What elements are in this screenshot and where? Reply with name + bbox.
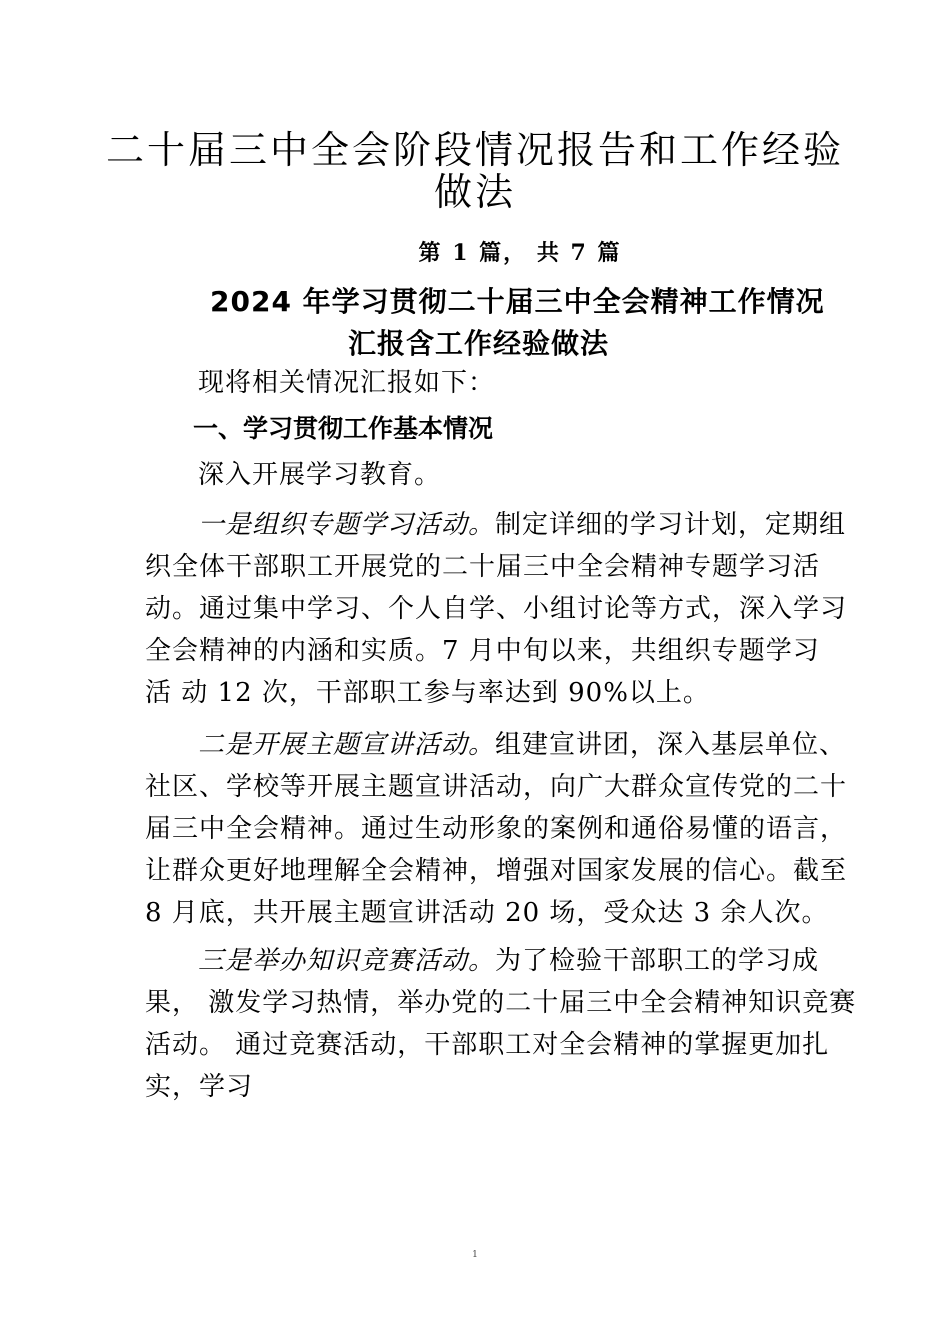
paragraph-3-line-3: 活动。 通过竞赛活动，干部职工对全会精神的掌握更加扎 [145, 1030, 830, 1060]
intro-text: 现将相关情况汇报如下： [198, 368, 496, 398]
paragraph-1-line-5: 活 动 12 次，干部职工参与率达到 90%以上。 [145, 678, 710, 708]
paragraph-1-line-2: 织全体干部职工开展党的二十届三中全会精神专题学习活 [145, 552, 821, 582]
paragraph-2-line-1 [198, 728, 846, 762]
page-number: 1 [472, 1250, 478, 1260]
section-heading: 一、学习贯彻工作基本情况 [193, 414, 494, 443]
paragraph-1-line-3: 动。通过集中学习、个人自学、小组讨论等方式，深入学习 [145, 594, 848, 624]
paragraph-3-lead: 三是举办知识竞赛活动。 [198, 946, 496, 976]
paragraph-2-line-4: 让群众更好地理解全会精神，增强对国家发展的信心。截至 [145, 856, 848, 886]
part-indicator: 第 1 篇， 共 7 篇 [418, 240, 622, 266]
paragraph-2-line-5: 8 月底，共开展主题宣讲活动 20 场，受众达 3 余人次。 [145, 898, 829, 928]
document-title-line-1: 二十届三中全会阶段情况报告和工作经验 [105, 128, 844, 172]
paragraph-1-line-1-text: 制定详细的学习计划，定期组 [495, 510, 847, 540]
paragraph-2-line-3: 届三中全会精神。通过生动形象的案例和通俗易懂的语言， [145, 814, 848, 844]
paragraph-2-line-2: 社区、学校等开展主题宣讲活动，向广大群众宣传党的二十 [145, 772, 848, 802]
subtitle-line-2: 汇报含工作经验做法 [348, 327, 610, 360]
subtitle-line-1: 2024 年学习贯彻二十届三中全会精神工作情况 [210, 285, 825, 318]
section-lead-text: 深入开展学习教育。 [198, 460, 442, 490]
paragraph-3-line-2: 果， 激发学习热情，举办党的二十届三中全会精神知识竞赛 [145, 988, 857, 1018]
paragraph-3-line-1-text: 为了检验干部职工的学习成 [495, 946, 820, 976]
paragraph-1-lead: 一是组织专题学习活动。 [198, 510, 496, 540]
paragraph-1-line-1 [198, 508, 846, 542]
paragraph-2-line-1-text: 组建宣讲团，深入基层单位、 [495, 730, 847, 760]
paragraph-2-lead: 二是开展主题宣讲活动。 [198, 730, 496, 760]
paragraph-3-line-1 [198, 944, 819, 978]
paragraph-1-line-4: 全会精神的内涵和实质。7 月中旬以来，共组织专题学习 [145, 636, 820, 666]
paragraph-3-line-4: 实，学习 [145, 1072, 254, 1102]
document-title-line-2: 做法 [433, 170, 516, 214]
